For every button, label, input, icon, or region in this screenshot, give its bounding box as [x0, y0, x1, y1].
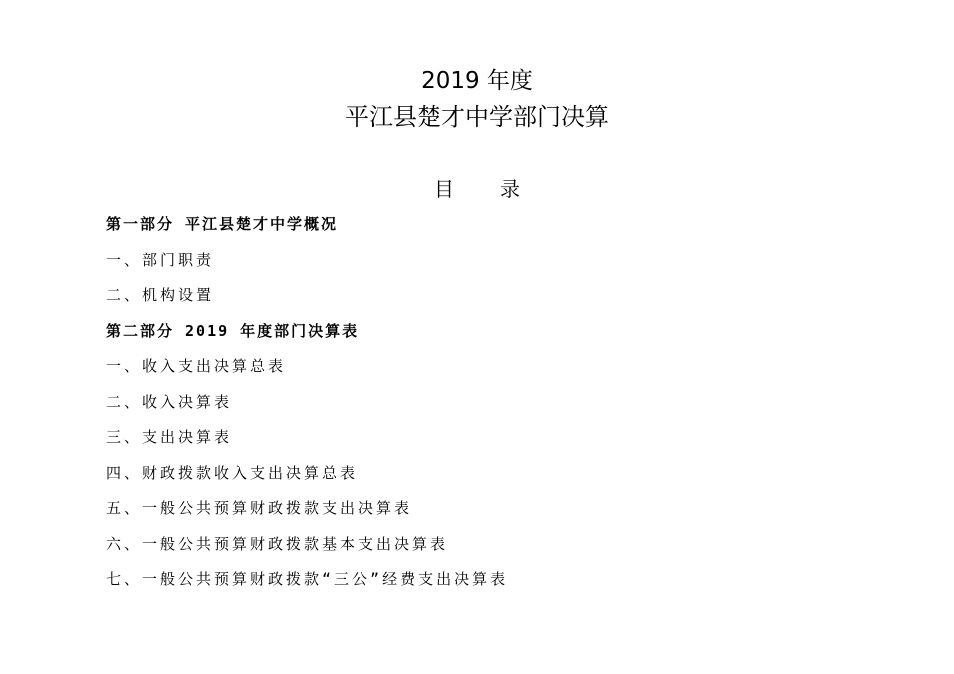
toc-heading: 目录	[434, 177, 566, 201]
toc-item-general-budget-expenditure: 五、一般公共预算财政拨款支出决算表	[106, 499, 413, 517]
toc-part-two: 第二部分 2019 年度部门决算表	[106, 321, 360, 340]
toc-item-general-budget-basic-expenditure: 六、一般公共预算财政拨款基本支出决算表	[106, 534, 449, 553]
document-main-title: 平江县楚才中学部门决算	[345, 103, 609, 131]
toc-part-one: 第一部分 平江县楚才中学概况	[106, 215, 339, 233]
toc-item-expenditure-table: 三、支出决算表	[106, 428, 233, 446]
toc-item-three-public-expenses: 七、一般公共预算财政拨款“三公”经费支出决算表	[106, 570, 509, 588]
document-year-title: 2019 年度	[421, 68, 533, 94]
toc-item-income-expenditure-summary: 一、收入支出决算总表	[106, 357, 287, 375]
toc-item-organization-setup: 二、机构设置	[106, 286, 215, 304]
toc-list	[106, 207, 866, 598]
toc-item-income-table: 二、收入决算表	[106, 392, 233, 411]
toc-item-department-duties: 一、部门职责	[106, 250, 215, 269]
toc-item-fiscal-allocation-summary: 四、财政拨款收入支出决算总表	[106, 463, 359, 482]
